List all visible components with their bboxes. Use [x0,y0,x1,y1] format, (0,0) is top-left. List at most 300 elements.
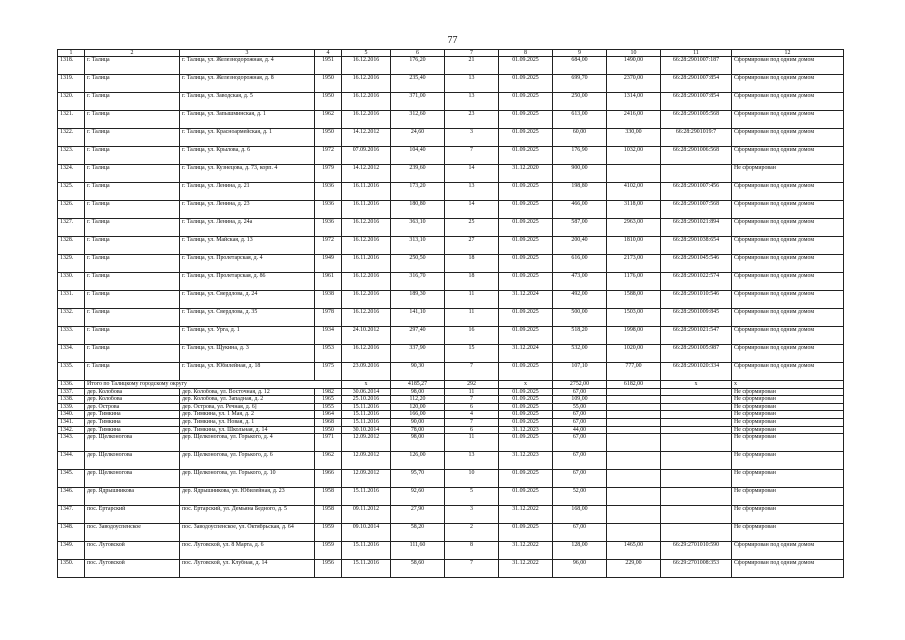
table-cell: 14 [445,201,499,219]
table-cell: 15.11.2016 [342,418,391,426]
table-cell: 363,10 [391,219,445,237]
row-number-cell: 1334. [58,345,85,363]
table-cell: 337,90 [391,345,445,363]
table-cell [661,426,732,434]
table-cell: 66:28:2901045:546 [661,255,732,273]
table-cell: 66:28:2901022:574 [661,273,732,291]
table-cell: 16.12.2016 [342,273,391,291]
table-cell: пос. Луговской [85,542,180,560]
table-cell: дер. Острова [85,403,180,411]
table-cell: 15.11.2016 [342,560,391,578]
table-cell: дер. Ядрышникова, ул. Юбилейная, д. 23 [180,488,315,506]
table-cell: г. Талица [85,111,180,129]
table-cell: Сформирован под одним домом [732,327,844,345]
table-cell: 2752,00 [553,381,607,389]
table-cell: 01.09.2025 [499,434,553,452]
table-cell: 18 [445,255,499,273]
table-cell: 16 [445,327,499,345]
table-cell: дер. Колобова, ул. Западная, д. 2 [180,396,315,404]
table-cell: x [342,381,391,389]
table-cell: 01.09.2025 [499,75,553,93]
table-cell: г. Талица [85,327,180,345]
table-cell: г. Талица [85,255,180,273]
row-number-cell: 1342. [58,426,85,434]
table-cell: 66:28:2901007:187 [661,57,732,75]
table-cell: 98,00 [391,388,445,396]
table-cell: 66:29:2701008:353 [661,560,732,578]
table-cell: Не сформирован [732,411,844,419]
table-cell: 1955 [315,403,342,411]
table-cell: 16.12.2016 [342,57,391,75]
table-cell: 1998,00 [607,327,661,345]
table-cell: 23 [445,111,499,129]
table-cell [607,434,661,452]
table-cell: 13 [445,93,499,111]
table-cell: 01.09.2025 [499,255,553,273]
table-cell: 6182,00 [607,381,661,389]
table-cell: г. Талица [85,237,180,255]
table-cell: 1961 [315,273,342,291]
row-number-cell: 1335. [58,363,85,381]
table-cell: 1938 [315,291,342,309]
table-cell: 1958 [315,488,342,506]
table-cell: 67,00 [553,452,607,470]
table-cell: г. Талица, ул. Ленина, д. 24а [180,219,315,237]
table-cell [607,388,661,396]
row-number-cell: 1332. [58,309,85,327]
table-cell: 126,00 [391,452,445,470]
table-cell: 198,80 [553,183,607,201]
table-cell: г. Талица [85,363,180,381]
column-number: 2 [85,50,180,57]
table-cell: 01.09.2025 [499,418,553,426]
table-cell: 66:28:2901007:854 [661,75,732,93]
table-cell [661,488,732,506]
table-row [58,147,844,165]
table-cell: 66:28:2901007:456 [661,183,732,201]
table-row [58,426,844,434]
table-cell: 1975 [315,363,342,381]
table-cell: 1465,00 [607,542,661,560]
row-number-cell: 1318. [58,57,85,75]
row-number-cell: 1325. [58,183,85,201]
row-number-cell: 1320. [58,93,85,111]
table-cell: г. Талица, ул. Запышминская, д. 1 [180,111,315,129]
table-cell: 1972 [315,147,342,165]
table-cell: г. Талица [85,201,180,219]
row-number-cell: 1330. [58,273,85,291]
row-number-cell: 1323. [58,147,85,165]
table-cell: 66:29:2701010:590 [661,542,732,560]
table-cell: 7 [445,396,499,404]
table-cell: г. Талица [85,57,180,75]
table-cell: 07.09.2016 [342,147,391,165]
table-cell: 01.09.2025 [499,411,553,419]
table-cell: Не сформирован [732,452,844,470]
table-cell: г. Талица, ул. Кузнецова, д. 73, корп. 4 [180,165,315,183]
table-row [58,327,844,345]
table-row [58,542,844,560]
table-cell: 1965 [315,396,342,404]
table-cell: 66:28:2901007:568 [661,201,732,219]
table-cell: 01.09.2025 [499,403,553,411]
table-cell [607,452,661,470]
table-cell: 900,00 [553,165,607,183]
table-cell: x [499,381,553,389]
table-cell: 66:28:2901007:854 [661,93,732,111]
row-number-cell: 1319. [58,75,85,93]
table-row [58,396,844,404]
table-cell: 180,80 [391,201,445,219]
table-cell: 66:28:2901010:546 [661,291,732,309]
table-cell: 96,00 [553,560,607,578]
table-cell: г. Талица [85,291,180,309]
table-cell [607,426,661,434]
table-cell: дер. Щелконогова, ул. Горького, д. 10 [180,470,315,488]
table-cell: 699,70 [553,75,607,93]
table-cell: 4 [445,411,499,419]
table-cell [661,411,732,419]
table-cell: 95,70 [391,470,445,488]
table-cell: Не сформирован [732,434,844,452]
table-cell: 1503,00 [607,309,661,327]
table-cell: г. Талица [85,93,180,111]
table-cell: Не сформирован [732,165,844,183]
table-cell: 11 [445,309,499,327]
total-row [58,381,844,389]
table-cell: 111,60 [391,542,445,560]
table-cell: 1936 [315,201,342,219]
table-cell: 15.11.2016 [342,488,391,506]
table-cell: 239,60 [391,165,445,183]
table-cell: 16.11.2016 [342,183,391,201]
table-cell: 12.09.2012 [342,470,391,488]
table-cell [661,165,732,183]
row-number-cell: 1337. [58,388,85,396]
table-cell: 316,70 [391,273,445,291]
table-cell: 13 [445,75,499,93]
table-cell: 777,00 [607,363,661,381]
table-cell: 1959 [315,524,342,542]
table-cell: 01.09.2025 [499,273,553,291]
table-cell: 189,30 [391,291,445,309]
table-cell: Сформирован под одним домом [732,75,844,93]
table-cell: 31.12.2023 [499,426,553,434]
table-cell: 200,40 [553,237,607,255]
row-number-cell: 1346. [58,488,85,506]
table-cell: 66:28:2901009:845 [661,309,732,327]
table-cell: г. Талица [85,129,180,147]
table-cell: дер. Острова, ул. Речная, д. 6] [180,403,315,411]
table-cell: 107,10 [553,363,607,381]
table-cell: Сформирован под одним домом [732,237,844,255]
row-number-cell: 1350. [58,560,85,578]
table-row [58,111,844,129]
table-cell: 31.12.2022 [499,506,553,524]
table-cell: 1176,00 [607,273,661,291]
table-cell [661,418,732,426]
row-number-cell: 1339. [58,403,85,411]
table-cell: 24,60 [391,129,445,147]
table-cell: 3 [445,506,499,524]
table-cell: 55,00 [553,403,607,411]
table-row [58,309,844,327]
row-number-cell: 1331. [58,291,85,309]
table-cell: дер. Ядрышникова [85,488,180,506]
table-cell: 09.11.2012 [342,506,391,524]
table-cell: 58,60 [391,560,445,578]
table-cell [607,506,661,524]
row-number-cell: 1340. [58,411,85,419]
table-cell: 2 [445,524,499,542]
table-cell: 98,00 [391,434,445,452]
table-cell [607,470,661,488]
table-cell: 1953 [315,345,342,363]
table-cell: 14.12.2012 [342,129,391,147]
table-cell: 13 [445,183,499,201]
table-cell: 66:28:2901021:894 [661,219,732,237]
table-cell: 01.09.2025 [499,129,553,147]
table-cell: 31.12.2022 [499,542,553,560]
table-cell: 16.12.2016 [342,111,391,129]
table-cell: 01.09.2025 [499,388,553,396]
row-number-cell: 1326. [58,201,85,219]
table-cell: 23.09.2016 [342,363,391,381]
table-cell: дер. Щелконогова [85,452,180,470]
table-cell: 15 [445,345,499,363]
table-cell: Сформирован под одним домом [732,183,844,201]
table-cell: 30.06.2014 [342,388,391,396]
table-cell: 67,00 [553,470,607,488]
table-cell: 1810,00 [607,237,661,255]
table-cell: 466,00 [553,201,607,219]
table-cell: 4102,00 [607,183,661,201]
table-cell: 616,00 [553,255,607,273]
table-cell: 30.10.2014 [342,426,391,434]
table-cell: 371,00 [391,93,445,111]
table-cell: Не сформирован [732,426,844,434]
column-number: 1 [58,50,85,57]
table-cell: Сформирован под одним домом [732,129,844,147]
table-cell: г. Талица [85,345,180,363]
table-cell: 66:28:2901038:654 [661,237,732,255]
table-cell: Сформирован под одним домом [732,255,844,273]
row-number-cell: 1322. [58,129,85,147]
table-cell: 16.12.2016 [342,75,391,93]
table-cell: 1934 [315,327,342,345]
table-cell: г. Талица, ул. Пролетарская, д. 4 [180,255,315,273]
table-cell: 67,00 [553,434,607,452]
table-row [58,75,844,93]
table-row [58,165,844,183]
table-cell: 25 [445,219,499,237]
column-number: 10 [607,50,661,57]
table-cell: 12.09.2012 [342,434,391,452]
row-number-cell: 1336. [58,381,85,389]
table-row [58,273,844,291]
table-cell: 18 [445,273,499,291]
table-cell: 16.12.2016 [342,309,391,327]
table-cell: г. Талица, ул. Майская, д. 13 [180,237,315,255]
table-cell: г. Талица, ул. Свердлова, д. 24 [180,291,315,309]
column-number: 4 [315,50,342,57]
table-cell: Не сформирован [732,488,844,506]
table-cell: г. Талица, ул. Заводская, д. 5 [180,93,315,111]
table-cell: 31.12.2024 [499,291,553,309]
table-cell: 1971 [315,434,342,452]
table-cell: 2963,00 [607,219,661,237]
table-cell [607,403,661,411]
table-cell: 16.12.2016 [342,93,391,111]
table-row [58,129,844,147]
table-cell: 1959 [315,542,342,560]
table-cell: 1490,00 [607,57,661,75]
table-cell: 1958 [315,506,342,524]
table-cell: г. Талица, ул. Юбилейная, д. 18 [180,363,315,381]
table-cell: пос. Заводоуспенское [85,524,180,542]
table-cell: Итого по Талицкому городскому округу [85,381,342,389]
table-cell: дер. Колобова [85,388,180,396]
table-cell: 1950 [315,93,342,111]
table-cell: 104,40 [391,147,445,165]
table-cell: 90,30 [391,363,445,381]
table-cell: г. Талица, ул. Железнодорожная, д. 8 [180,75,315,93]
table-cell: 15.11.2016 [342,403,391,411]
table-cell: 27,90 [391,506,445,524]
table-cell: 613,00 [553,111,607,129]
table-cell: Сформирован под одним домом [732,363,844,381]
table-cell: г. Талица, ул. Красноармейская, д. 1 [180,129,315,147]
table-cell: дер. Тимкина, ул. Новая, д. 1 [180,418,315,426]
page-number: 77 [447,35,458,46]
table-cell: пос. Ертарский [85,506,180,524]
table-row [58,560,844,578]
table-cell: 01.09.2025 [499,147,553,165]
table-cell: 1964 [315,411,342,419]
table-row [58,411,844,419]
table-cell: 01.09.2025 [499,237,553,255]
table-cell: 21 [445,57,499,75]
table-cell: 1950 [315,129,342,147]
table-cell: 7 [445,363,499,381]
table-cell: 92,60 [391,488,445,506]
table-row [58,201,844,219]
table-row [58,291,844,309]
table-cell: 1962 [315,452,342,470]
table-cell: 1982 [315,388,342,396]
table-cell: Сформирован под одним домом [732,291,844,309]
table-cell: 166,00 [391,411,445,419]
table-cell: 67,00 [553,524,607,542]
row-number-cell: 1321. [58,111,85,129]
table-cell: 6 [445,426,499,434]
table-cell: 2370,00 [607,75,661,93]
table-cell: 168,00 [553,506,607,524]
table-cell: 1314,00 [607,93,661,111]
table-cell: 250,50 [391,255,445,273]
table-cell: 52,00 [553,488,607,506]
table-cell: 518,20 [553,327,607,345]
table-cell [661,403,732,411]
table-row [58,93,844,111]
table-cell: дер. Щелконогова [85,470,180,488]
table-cell: 312,60 [391,111,445,129]
table-cell: 2416,00 [607,111,661,129]
table-cell: 67,00 [553,388,607,396]
table-cell: 4185,27 [391,381,445,389]
table-cell: Сформирован под одним домом [732,345,844,363]
table-cell [607,488,661,506]
table-cell: 176,90 [553,147,607,165]
table-cell: 58,20 [391,524,445,542]
table-cell: 7 [445,147,499,165]
table-cell: г. Талица, ул. Ленина, д. 23 [180,201,315,219]
table-cell: 684,00 [553,57,607,75]
table-cell: 16.11.2016 [342,201,391,219]
table-cell: 3 [445,129,499,147]
table-cell: пос. Луговской, ул. 8 Марта, д. 6 [180,542,315,560]
row-number-cell: 1327. [58,219,85,237]
table-cell: 1950 [315,426,342,434]
table-cell: 173,20 [391,183,445,201]
table-cell: 473,00 [553,273,607,291]
table-cell: 229,00 [607,560,661,578]
table-cell: 7 [445,560,499,578]
table-cell: дер. Колобова, ул. Восточная, д. 12 [180,388,315,396]
table-cell: г. Талица [85,75,180,93]
table-cell: Сформирован под одним домом [732,542,844,560]
table-cell: Сформирован под одним домом [732,57,844,75]
table-cell: пос. Ертарский, ул. Демьяна Бедного, д. 5 [180,506,315,524]
table-cell: 5 [445,488,499,506]
table-cell: 01.09.2025 [499,470,553,488]
table-cell: пос. Заводоуспенское, ул. Октябрьская, д. 64 [180,524,315,542]
table-cell: пос. Луговской [85,560,180,578]
table-cell: 1588,00 [607,291,661,309]
table-row [58,363,844,381]
table-row [58,434,844,452]
table-cell: 330,00 [607,129,661,147]
table-cell: 01.09.2025 [499,327,553,345]
row-number-cell: 1349. [58,542,85,560]
table-cell: дер. Щелконогова, ул. Горького, д. 4 [180,434,315,452]
table-cell: 109,00 [553,396,607,404]
table-cell: 492,00 [553,291,607,309]
table-cell: 01.09.2025 [499,219,553,237]
table-cell: 1951 [315,57,342,75]
table-cell: г. Талица, ул. Свердлова, д. 35 [180,309,315,327]
row-number-cell: 1324. [58,165,85,183]
table-cell: 16.12.2016 [342,219,391,237]
column-number: 6 [391,50,445,57]
table-row [58,388,844,396]
table-cell: 3118,00 [607,201,661,219]
table-cell: 31.12.2023 [499,452,553,470]
row-number-cell: 1343. [58,434,85,452]
table-cell: 6 [445,403,499,411]
table-cell: 1956 [315,560,342,578]
column-number-row [58,50,844,57]
row-number-cell: 1344. [58,452,85,470]
table-cell: пос. Луговской, ул. Клубная, д. 14 [180,560,315,578]
table-cell: 176,20 [391,57,445,75]
table-cell: 01.09.2025 [499,93,553,111]
table-row [58,452,844,470]
housing-register-table [57,49,844,578]
table-cell: 292 [445,381,499,389]
table-cell: 11 [445,291,499,309]
row-number-cell: 1329. [58,255,85,273]
